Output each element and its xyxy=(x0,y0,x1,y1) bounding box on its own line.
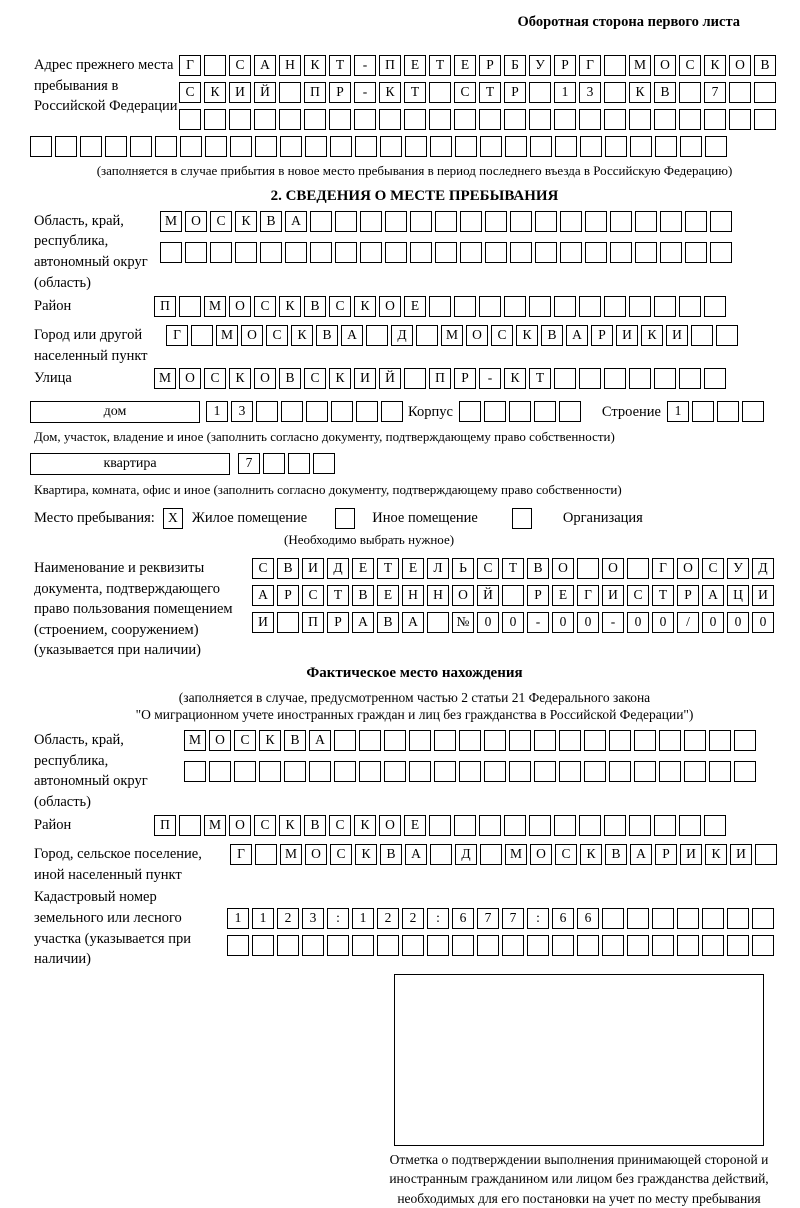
actual-location-title: Фактическое место нахождения xyxy=(306,664,523,681)
confirmation-mark-caption: Отметка о подтверждении выполнения принимающей стороной и иностранным гражданином или лицом без гражданства действий, необходимых для его постановки на учет по месту пребывания xyxy=(389,1151,769,1206)
korpus-label: Корпус xyxy=(408,404,453,421)
prev-address-label: Адрес прежнего места пребывания в Российской Федерации xyxy=(34,57,178,115)
house-caption: Дом, участок, владение и иное (заполнить согласно документу, подтверждающему право собственности) xyxy=(34,429,615,445)
cadastre-group xyxy=(34,887,795,969)
section2-title: 2. СВЕДЕНИЯ О МЕСТЕ ПРЕБЫВАНИЯ xyxy=(270,187,559,204)
prev-address-row-3[interactable] xyxy=(179,109,779,131)
cadastre-row-1[interactable]: 1 1 2 3 : 1 2 2 : 6 7 7 : 6 6 xyxy=(227,908,777,930)
house-line xyxy=(30,401,795,428)
prev-address-row-2[interactable]: С К И Й П Р - К Т С Т Р 1 3 К В 7 xyxy=(179,82,779,104)
actual-city-label: Город, сельское поселение, иной населенный пункт xyxy=(34,846,202,883)
city-group xyxy=(34,325,795,366)
flat-cells[interactable]: 7 xyxy=(238,453,338,475)
stay-type-label: Место пребывания: xyxy=(34,510,155,527)
stay-note: (Необходимо выбрать нужное) xyxy=(284,532,455,548)
prev-address-row-4[interactable] xyxy=(30,136,795,158)
stay-checkbox-organization[interactable] xyxy=(512,508,532,529)
document-row-3[interactable]: И П Р А В А № 0 0 - 0 0 - 0 0 / 0 0 0 xyxy=(252,612,777,634)
flat-caption: Квартира, комната, офис и иное (заполнить согласно документу, подтверждающему право собственности) xyxy=(34,482,622,498)
stay-option-other-label: Иное помещение xyxy=(372,510,478,527)
actual-district-label: Район xyxy=(34,817,72,834)
city-row[interactable]: Г М О С К В А Д М О С К В А Р И К И xyxy=(166,325,741,347)
prev-address-caption: (заполняется в случае прибытия в новое место пребывания в период последнего въезда в Российскую Федерацию) xyxy=(96,163,733,178)
cadastre-row-2[interactable] xyxy=(227,935,777,957)
street-label: Улица xyxy=(34,370,72,387)
confirmation-mark-box xyxy=(394,974,764,1146)
district-row[interactable]: П М О С К В С К О Е xyxy=(154,296,729,318)
region-group xyxy=(34,211,795,293)
stay-option-residential-label: Жилое помещение xyxy=(191,510,308,527)
stay-option-organization-label: Организация xyxy=(562,510,643,527)
actual-region-row-1[interactable]: М О С К В А xyxy=(184,730,759,752)
region-label: Область, край, республика, автономный округ (область) xyxy=(34,212,148,291)
actual-region-group xyxy=(34,730,795,812)
korpus-cells[interactable] xyxy=(459,401,584,423)
district-group xyxy=(34,296,795,323)
actual-city-row[interactable]: Г М О С К В А Д М О С К В А Р И К И xyxy=(230,844,780,866)
document-row-2[interactable]: А Р С Т В Е Н Н О Й Р Е Г И С Т Р А Ц И xyxy=(252,585,777,607)
actual-location-caption-2: "О миграционном учете иностранных граждан и лиц без гражданства в Российской Федерации") xyxy=(135,707,694,723)
stay-checkbox-other[interactable] xyxy=(335,508,355,529)
stay-type-line xyxy=(34,507,795,529)
actual-region-label: Область, край, республика, автономный округ (область) xyxy=(34,732,148,810)
cadastre-label: Кадастровый номер земельного или лесного участка (указывается при наличии) xyxy=(34,889,191,968)
actual-district-group xyxy=(34,815,795,842)
document-group xyxy=(34,558,795,661)
house-namebox: дом xyxy=(30,401,200,423)
flat-line xyxy=(30,453,795,480)
street-group xyxy=(34,368,795,395)
actual-region-row-2[interactable] xyxy=(184,761,759,783)
street-row[interactable]: М О С К О В С К И Й П Р - К Т xyxy=(154,368,729,390)
stroenie-cells[interactable]: 1 xyxy=(667,401,767,423)
city-label: Город или другой населенный пункт xyxy=(34,327,148,364)
document-label: Наименование и реквизиты документа, подтверждающего право пользования помещением (строением, сооружением) (указывается при наличии) xyxy=(34,560,233,659)
flat-namebox: квартира xyxy=(30,453,230,475)
document-row-1[interactable]: С В И Д Е Т Е Л Ь С Т В О О Г О С У Д xyxy=(252,558,777,580)
district-label: Район xyxy=(34,298,72,315)
page-side-note: Оборотная сторона первого листа xyxy=(517,14,740,30)
stay-checkbox-residential[interactable]: X xyxy=(163,508,183,529)
house-number-cells[interactable]: 1 3 xyxy=(206,401,406,423)
region-row-2[interactable] xyxy=(160,242,735,264)
prev-address-rows xyxy=(179,55,779,136)
actual-city-group xyxy=(34,844,795,885)
actual-location-caption-1: (заполняется в случае, предусмотренном частью 2 статьи 21 Федерального закона xyxy=(178,689,651,705)
prev-address-row-1[interactable]: Г С А Н К Т - П Е Т Е Р Б У Р Г М О С К О В xyxy=(179,55,779,77)
region-row-1[interactable]: М О С К В А xyxy=(160,211,735,233)
actual-district-row[interactable]: П М О С К В С К О Е xyxy=(154,815,729,837)
prev-address-block xyxy=(34,55,795,136)
stroenie-label: Строение xyxy=(601,404,661,421)
